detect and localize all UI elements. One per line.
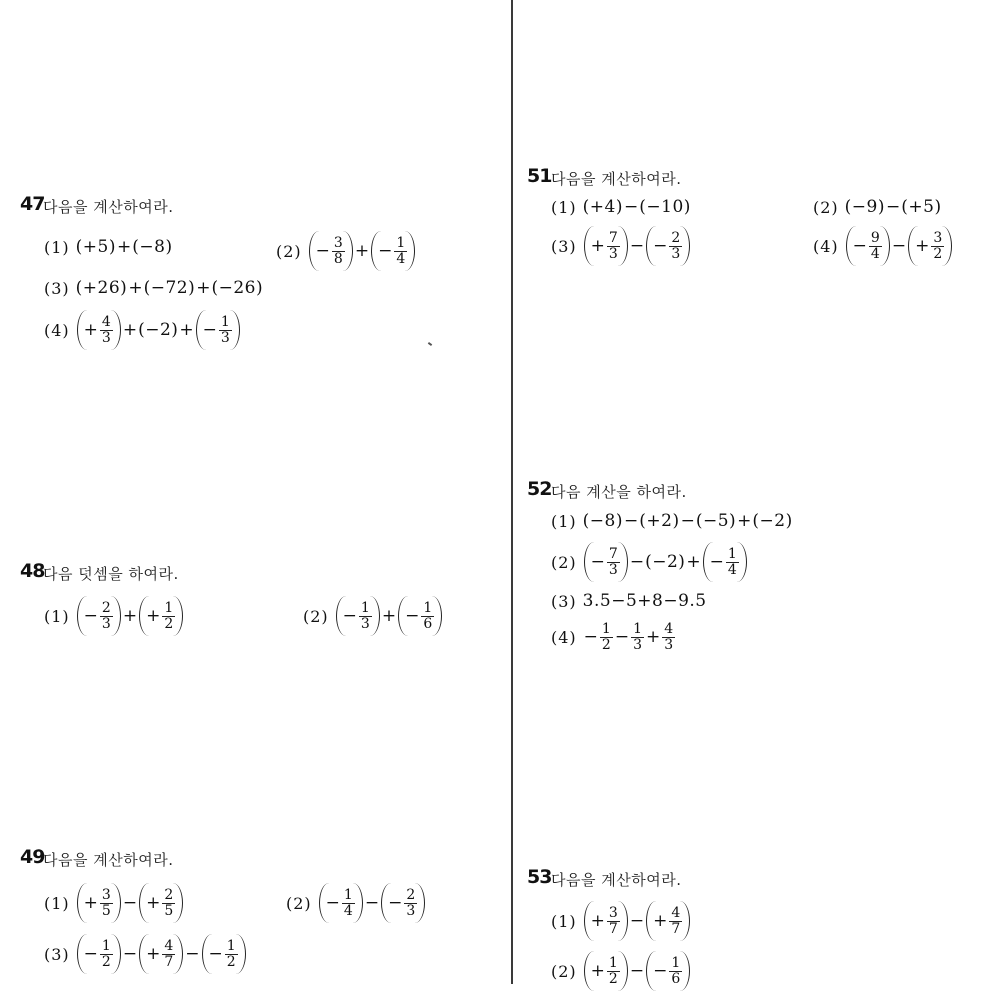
numerator: 4: [101, 313, 111, 330]
expression: [335, 596, 444, 636]
numerator: 2: [164, 886, 174, 903]
term: (−72): [143, 278, 196, 298]
denominator: 2: [164, 615, 174, 632]
parenthesized-fraction: [381, 883, 425, 923]
fraction: [607, 906, 620, 937]
sign: +: [590, 911, 605, 931]
item-label: (2): [276, 241, 302, 261]
sign: +: [83, 893, 98, 913]
sign: −: [388, 893, 403, 913]
term: (−2): [645, 552, 686, 572]
numerator: 1: [164, 599, 174, 616]
problem-number: 52: [527, 478, 552, 500]
parenthesized-fraction: [77, 934, 121, 974]
problem-49-item-1: [44, 880, 184, 926]
operator: −: [185, 944, 200, 964]
column-divider: [511, 0, 513, 984]
problem-53-item-1: [551, 898, 691, 944]
item-label: (4): [44, 320, 70, 340]
denominator: 2: [601, 636, 611, 653]
denominator: 4: [343, 902, 353, 919]
numerator: 3: [333, 234, 343, 251]
operator: +: [122, 606, 138, 626]
problem-51-item-3: [551, 223, 691, 269]
sign: −: [325, 893, 340, 913]
parenthesized-fraction: [196, 310, 240, 350]
sign: −: [202, 320, 217, 340]
item-label: (1): [551, 197, 577, 217]
problem-instruction: 다음을 계산하여라.: [43, 198, 174, 216]
denominator: 5: [101, 902, 111, 919]
sign: −: [653, 236, 668, 256]
sign: +: [83, 320, 98, 340]
operator: −: [629, 236, 645, 256]
item-label: (2): [551, 552, 577, 572]
parenthesized-fraction: [319, 883, 363, 923]
denominator: 7: [608, 920, 618, 937]
operator: −: [886, 197, 901, 217]
operator: +: [117, 237, 132, 257]
operator: −: [680, 511, 695, 531]
fraction: [162, 888, 175, 919]
denominator: 2: [933, 245, 943, 262]
fraction: [100, 939, 113, 970]
operator: −: [614, 627, 630, 647]
parenthesized-fraction: [846, 226, 890, 266]
sign: −: [315, 241, 330, 261]
parenthesized-fraction: [584, 542, 628, 582]
expression: [76, 278, 263, 298]
expression: [76, 934, 247, 974]
numerator: 1: [396, 234, 406, 251]
denominator: 6: [671, 970, 681, 987]
sign: −: [405, 606, 420, 626]
denominator: 4: [870, 245, 880, 262]
denominator: 3: [633, 636, 643, 653]
problem-51-item-1: [551, 194, 691, 220]
numerator: 1: [671, 954, 681, 971]
fraction: [225, 939, 238, 970]
problem-52-item-3: [551, 588, 707, 614]
operator: −: [122, 893, 138, 913]
term: (+2): [639, 511, 680, 531]
denominator: 7: [164, 953, 174, 970]
denominator: 6: [423, 615, 433, 632]
denominator: 2: [101, 953, 111, 970]
sign: −: [709, 552, 724, 572]
fraction: [931, 231, 944, 262]
problem-instruction: 다음을 계산하여라.: [551, 871, 682, 889]
numerator: 1: [343, 886, 353, 903]
operator: −: [364, 893, 380, 913]
term: (+5): [901, 197, 942, 217]
parenthesized-fraction: [398, 596, 442, 636]
parenthesized-fraction: [584, 901, 628, 941]
problem-47-item-1: [44, 224, 173, 270]
expression: [76, 596, 185, 636]
fraction: [332, 236, 345, 267]
denominator: 3: [406, 902, 416, 919]
problem-49-item-2: [286, 880, 426, 926]
expression: [76, 310, 241, 350]
numerator: 4: [164, 937, 174, 954]
fraction: [662, 622, 675, 653]
operator: −: [629, 552, 645, 572]
item-label: (2): [551, 961, 577, 981]
problem-48-item-1: [44, 593, 184, 639]
term: (−2): [752, 511, 793, 531]
fraction: [600, 622, 613, 653]
numerator: 7: [608, 229, 618, 246]
item-label: (2): [286, 893, 312, 913]
parenthesized-fraction: [646, 226, 690, 266]
numerator: 9: [870, 229, 880, 246]
problem-instruction: 다음 계산을 하여라.: [551, 483, 687, 501]
numerator: 3: [933, 229, 943, 246]
expression: [583, 226, 692, 266]
fraction: [162, 939, 175, 970]
item-label: (1): [551, 511, 577, 531]
item-label: (1): [551, 911, 577, 931]
item-label: (3): [44, 278, 70, 298]
expression: [308, 231, 417, 271]
problem-number: 48: [20, 560, 45, 582]
sign: −: [852, 236, 867, 256]
problem-instruction: 다음 덧셈을 하여라.: [43, 565, 179, 583]
problem-number: 47: [20, 193, 45, 215]
term: (+5): [75, 237, 116, 257]
expression: [845, 226, 954, 266]
fraction: [219, 315, 232, 346]
numerator: 1: [608, 954, 618, 971]
denominator: 3: [608, 561, 618, 578]
item-label: (4): [551, 627, 577, 647]
denominator: 3: [101, 329, 111, 346]
stray-mark: [428, 342, 432, 346]
problem-instruction: 다음을 계산하여라.: [43, 851, 174, 869]
parenthesized-fraction: [908, 226, 952, 266]
operator: +: [196, 278, 211, 298]
fraction: [100, 601, 113, 632]
item-label: (1): [44, 237, 70, 257]
numerator: 3: [608, 904, 618, 921]
sign: +: [653, 911, 668, 931]
fraction: [669, 231, 682, 262]
term: (−10): [639, 197, 691, 217]
parenthesized-fraction: [646, 951, 690, 991]
parenthesized-fraction: [703, 542, 747, 582]
sign: +: [146, 893, 161, 913]
problem-number: 51: [527, 165, 552, 187]
problem-52-item-1: [551, 508, 793, 534]
parenthesized-fraction: [202, 934, 246, 974]
problem-52-item-2: [551, 539, 748, 585]
operator: +: [646, 627, 661, 647]
numerator: 1: [601, 620, 611, 637]
operator: −: [624, 197, 639, 217]
denominator: 5: [164, 902, 174, 919]
denominator: 2: [608, 970, 618, 987]
item-label: (4): [813, 236, 839, 256]
parenthesized-fraction: [139, 934, 183, 974]
problem-number: 49: [20, 846, 45, 868]
fraction: [359, 601, 372, 632]
fraction: [607, 956, 620, 987]
operator: −: [891, 236, 907, 256]
fraction: [162, 601, 175, 632]
denominator: 3: [608, 245, 618, 262]
expression: [76, 237, 173, 257]
expression: [845, 197, 942, 217]
parenthesized-fraction: [77, 883, 121, 923]
item-label: (3): [551, 591, 577, 611]
denominator: 2: [226, 953, 236, 970]
numerator: 4: [664, 620, 674, 637]
fraction: [669, 906, 682, 937]
term: (−9): [844, 197, 885, 217]
numerator: 7: [608, 545, 618, 562]
expression: [583, 591, 707, 611]
term: (+26): [75, 278, 128, 298]
numerator: 1: [360, 599, 370, 616]
fraction: [342, 888, 355, 919]
numerator: 2: [671, 229, 681, 246]
parenthesized-fraction: [584, 951, 628, 991]
operator: +: [737, 511, 752, 531]
parenthesized-fraction: [77, 596, 121, 636]
expression: [583, 622, 677, 653]
sign: −: [208, 944, 223, 964]
operator: +: [128, 278, 143, 298]
item-label: (2): [303, 606, 329, 626]
denominator: 3: [220, 329, 230, 346]
expression: [583, 197, 691, 217]
operator: +: [354, 241, 370, 261]
denominator: 8: [333, 250, 343, 267]
denominator: 4: [396, 250, 406, 267]
sign: +: [146, 944, 161, 964]
numerator: 1: [633, 620, 643, 637]
item-label: (2): [813, 197, 839, 217]
problem-51-item-2: [813, 194, 942, 220]
expression: [318, 883, 427, 923]
sign: −: [653, 961, 668, 981]
term: (−5): [695, 511, 737, 531]
expression: [583, 901, 692, 941]
sign: −: [590, 552, 605, 572]
fraction: [404, 888, 417, 919]
problem-instruction: 다음을 계산하여라.: [551, 170, 682, 188]
parenthesized-fraction: [336, 596, 380, 636]
fraction: [100, 315, 113, 346]
fraction: [607, 231, 620, 262]
parenthesized-fraction: [646, 901, 690, 941]
denominator: 3: [671, 245, 681, 262]
denominator: 4: [727, 561, 737, 578]
fraction: [631, 622, 644, 653]
fraction: [394, 236, 407, 267]
numerator: 1: [226, 937, 236, 954]
term: (−2): [138, 320, 179, 340]
denominator: 3: [101, 615, 111, 632]
parenthesized-fraction: [139, 596, 183, 636]
fraction: [726, 547, 739, 578]
denominator: 3: [664, 636, 674, 653]
term: (−8): [132, 237, 173, 257]
operator: +: [122, 320, 138, 340]
expression: [583, 951, 692, 991]
operator: +: [179, 320, 194, 340]
term: 3.5−5+8−9.5: [582, 591, 707, 611]
problem-51-item-4: [813, 223, 953, 269]
fraction: [869, 231, 882, 262]
expression: [583, 542, 748, 582]
term: (+4): [582, 197, 623, 217]
parenthesized-fraction: [309, 231, 353, 271]
problem-number: 53: [527, 866, 552, 888]
problem-47-item-3: [44, 275, 263, 301]
operator: −: [629, 961, 645, 981]
expression: [76, 883, 185, 923]
numerator: 1: [423, 599, 433, 616]
item-label: (1): [44, 893, 70, 913]
parenthesized-fraction: [77, 310, 121, 350]
sign: +: [590, 961, 605, 981]
expression: [583, 511, 793, 531]
parenthesized-fraction: [371, 231, 415, 271]
fraction: [421, 601, 434, 632]
fraction: [607, 547, 620, 578]
term: (−8): [582, 511, 623, 531]
numerator: 4: [671, 904, 681, 921]
problem-52-item-4: [551, 614, 676, 660]
numerator: 1: [101, 937, 111, 954]
parenthesized-fraction: [584, 226, 628, 266]
fraction: [669, 956, 682, 987]
term: (−26): [211, 278, 264, 298]
item-label: (1): [44, 606, 70, 626]
sign: −: [342, 606, 357, 626]
operator: +: [381, 606, 397, 626]
denominator: 3: [360, 615, 370, 632]
sign: −: [83, 944, 98, 964]
operator: −: [122, 944, 138, 964]
numerator: 1: [220, 313, 230, 330]
sign: −: [378, 241, 393, 261]
numerator: 2: [101, 599, 111, 616]
sign: +: [915, 236, 930, 256]
numerator: 1: [727, 545, 737, 562]
parenthesized-fraction: [139, 883, 183, 923]
fraction: [100, 888, 113, 919]
item-label: (3): [44, 944, 70, 964]
problem-48-item-2: [303, 593, 443, 639]
operator: −: [629, 911, 645, 931]
problem-47-item-4: [44, 307, 241, 353]
operator: +: [686, 552, 701, 572]
problem-49-item-3: [44, 931, 247, 977]
numerator: 2: [406, 886, 416, 903]
sign: +: [146, 606, 161, 626]
sign: −: [83, 606, 98, 626]
item-label: (3): [551, 236, 577, 256]
operator: −: [583, 627, 598, 647]
problem-47-item-2: [276, 228, 416, 274]
problem-53-item-2: [551, 948, 691, 994]
sign: +: [590, 236, 605, 256]
operator: −: [624, 511, 639, 531]
denominator: 7: [671, 920, 681, 937]
numerator: 3: [101, 886, 111, 903]
